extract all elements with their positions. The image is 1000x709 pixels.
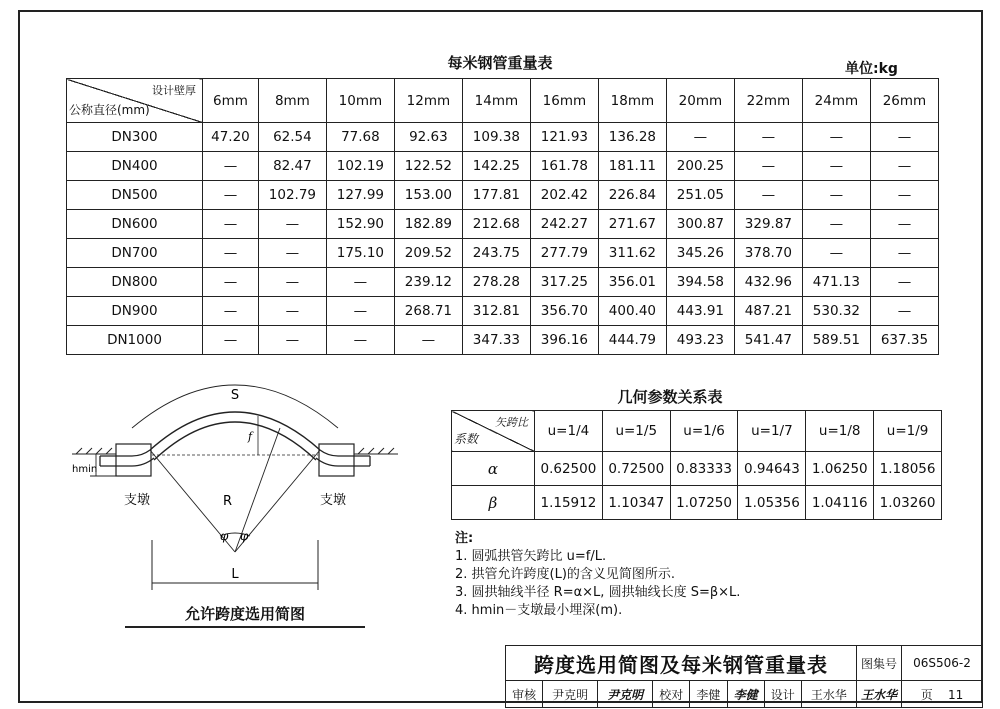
table-cell: 432.96 bbox=[734, 268, 802, 297]
table-cell: 102.19 bbox=[326, 152, 394, 181]
corner-wall-thickness-label: 设计壁厚 bbox=[152, 84, 196, 97]
table-cell: 243.75 bbox=[462, 239, 530, 268]
title-block-row-bottom bbox=[506, 681, 983, 708]
table-cell: — bbox=[258, 268, 326, 297]
table-cell: 329.87 bbox=[734, 210, 802, 239]
geometry-table-col-header: u=1/8 bbox=[806, 411, 874, 452]
table-row bbox=[67, 326, 939, 355]
label-l: L bbox=[231, 567, 239, 582]
weight-table-title: 每米钢管重量表 bbox=[447, 54, 553, 72]
note-item: 3. 圆拱轴线半径 R=α×L, 圆拱轴线长度 S=β×L. bbox=[455, 585, 741, 600]
table-cell: 251.05 bbox=[666, 181, 734, 210]
geometry-table-col-header: u=1/6 bbox=[670, 411, 738, 452]
table-cell: 182.89 bbox=[394, 210, 462, 239]
weight-table-col-header: 24mm bbox=[802, 79, 870, 123]
row-label: DN300 bbox=[67, 123, 203, 152]
table-cell: — bbox=[734, 152, 802, 181]
table-cell: 493.23 bbox=[666, 326, 734, 355]
table-cell: — bbox=[258, 210, 326, 239]
table-cell: — bbox=[203, 297, 259, 326]
page-number bbox=[902, 681, 983, 708]
note-item: 2. 拱管允许跨度(L)的含义见简图所示. bbox=[455, 567, 676, 582]
geometry-table-col-header: u=1/9 bbox=[874, 411, 942, 452]
weight-table-col-header: 18mm bbox=[598, 79, 666, 123]
label-s: S bbox=[230, 388, 240, 403]
table-cell: — bbox=[326, 268, 394, 297]
label-phi-left: φ bbox=[220, 529, 229, 543]
table-cell: 1.04116 bbox=[806, 486, 874, 520]
check-label: 校对 bbox=[653, 681, 690, 708]
table-cell: 177.81 bbox=[462, 181, 530, 210]
table-cell: 202.42 bbox=[530, 181, 598, 210]
table-cell: — bbox=[734, 181, 802, 210]
table-row bbox=[452, 452, 942, 486]
table-cell: 47.20 bbox=[203, 123, 259, 152]
weight-table-col-header: 8mm bbox=[258, 79, 326, 123]
weight-table bbox=[66, 78, 939, 355]
table-cell: — bbox=[870, 210, 938, 239]
ground-line-right bbox=[352, 448, 398, 454]
table-cell: 378.70 bbox=[734, 239, 802, 268]
table-cell: 471.13 bbox=[802, 268, 870, 297]
label-f: f bbox=[248, 430, 253, 443]
table-cell: 311.62 bbox=[598, 239, 666, 268]
table-cell: — bbox=[802, 210, 870, 239]
table-cell: 142.25 bbox=[462, 152, 530, 181]
table-cell: 400.40 bbox=[598, 297, 666, 326]
table-cell: 175.10 bbox=[326, 239, 394, 268]
table-cell: 356.01 bbox=[598, 268, 666, 297]
table-cell: — bbox=[203, 268, 259, 297]
table-cell: 487.21 bbox=[734, 297, 802, 326]
table-cell: — bbox=[203, 181, 259, 210]
table-cell: — bbox=[203, 210, 259, 239]
table-cell: 268.71 bbox=[394, 297, 462, 326]
table-cell: — bbox=[870, 297, 938, 326]
table-cell: — bbox=[326, 297, 394, 326]
weight-table-col-header: 22mm bbox=[734, 79, 802, 123]
table-cell: 161.78 bbox=[530, 152, 598, 181]
weight-table-col-header: 20mm bbox=[666, 79, 734, 123]
row-label: DN800 bbox=[67, 268, 203, 297]
designer-signature: 王水华 bbox=[857, 681, 902, 708]
table-cell: 443.91 bbox=[666, 297, 734, 326]
table-cell: — bbox=[394, 326, 462, 355]
table-cell: — bbox=[802, 239, 870, 268]
weight-table-col-header: 6mm bbox=[203, 79, 259, 123]
reviewer-name: 尹克明 bbox=[543, 681, 598, 708]
table-cell: 0.94643 bbox=[738, 452, 806, 486]
weight-table-col-header: 10mm bbox=[326, 79, 394, 123]
table-cell: — bbox=[870, 239, 938, 268]
atlas-label: 图集号 bbox=[857, 646, 902, 681]
table-cell: — bbox=[734, 123, 802, 152]
weight-table-col-header: 14mm bbox=[462, 79, 530, 123]
table-cell: — bbox=[802, 152, 870, 181]
geometry-table-col-header: u=1/4 bbox=[535, 411, 603, 452]
drawing-title: 跨度选用简图及每米钢管重量表 bbox=[506, 646, 857, 681]
title-block-row-top bbox=[506, 646, 983, 681]
page-value: 11 bbox=[948, 687, 964, 702]
table-cell: — bbox=[802, 181, 870, 210]
table-cell: 200.25 bbox=[666, 152, 734, 181]
row-label: β bbox=[452, 486, 535, 520]
notes-heading: 注: bbox=[455, 531, 474, 546]
table-cell: 396.16 bbox=[530, 326, 598, 355]
table-cell: — bbox=[203, 326, 259, 355]
design-label: 设计 bbox=[764, 681, 801, 708]
table-cell: 109.38 bbox=[462, 123, 530, 152]
table-cell: 122.52 bbox=[394, 152, 462, 181]
table-cell: 0.62500 bbox=[535, 452, 603, 486]
table-cell: 1.10347 bbox=[602, 486, 670, 520]
table-cell: 1.05356 bbox=[738, 486, 806, 520]
table-cell: 152.90 bbox=[326, 210, 394, 239]
weight-table-col-header: 12mm bbox=[394, 79, 462, 123]
table-row bbox=[67, 181, 939, 210]
table-row bbox=[452, 486, 942, 520]
table-cell: 127.99 bbox=[326, 181, 394, 210]
table-row bbox=[67, 123, 939, 152]
title-block bbox=[505, 645, 983, 708]
review-label: 审核 bbox=[506, 681, 543, 708]
table-cell: 541.47 bbox=[734, 326, 802, 355]
geometry-table-col-header: u=1/5 bbox=[602, 411, 670, 452]
table-cell: — bbox=[326, 326, 394, 355]
table-cell: 345.26 bbox=[666, 239, 734, 268]
table-cell: 317.25 bbox=[530, 268, 598, 297]
designer-name: 王水华 bbox=[801, 681, 856, 708]
table-cell: — bbox=[870, 268, 938, 297]
geometry-table-title: 几何参数关系表 bbox=[617, 388, 723, 406]
geometry-table-col-header: u=1/7 bbox=[738, 411, 806, 452]
table-cell: 121.93 bbox=[530, 123, 598, 152]
table-cell: 1.03260 bbox=[874, 486, 942, 520]
table-cell: 242.27 bbox=[530, 210, 598, 239]
row-label: α bbox=[452, 452, 535, 486]
table-cell: 444.79 bbox=[598, 326, 666, 355]
table-cell: 356.70 bbox=[530, 297, 598, 326]
table-cell: — bbox=[258, 297, 326, 326]
notes bbox=[455, 530, 740, 620]
table-cell: 77.68 bbox=[326, 123, 394, 152]
table-cell: 312.81 bbox=[462, 297, 530, 326]
table-cell: 1.15912 bbox=[535, 486, 603, 520]
table-row bbox=[67, 297, 939, 326]
corner-rise-span-ratio-label: 矢跨比 bbox=[495, 416, 528, 429]
table-cell: 394.58 bbox=[666, 268, 734, 297]
row-label: DN700 bbox=[67, 239, 203, 268]
table-cell: 181.11 bbox=[598, 152, 666, 181]
table-cell: — bbox=[203, 152, 259, 181]
row-label: DN900 bbox=[67, 297, 203, 326]
table-cell: — bbox=[802, 123, 870, 152]
support-block-left bbox=[116, 444, 151, 476]
table-row bbox=[67, 268, 939, 297]
table-cell: — bbox=[666, 123, 734, 152]
table-cell: 209.52 bbox=[394, 239, 462, 268]
page-label: 页 bbox=[920, 687, 933, 702]
table-cell: 92.63 bbox=[394, 123, 462, 152]
row-label: DN500 bbox=[67, 181, 203, 210]
geometry-table-header bbox=[452, 411, 942, 452]
support-block-right bbox=[319, 444, 354, 476]
reviewer-signature: 尹克明 bbox=[598, 681, 653, 708]
note-item: 1. 圆弧拱管矢跨比 u=f/L. bbox=[455, 549, 607, 564]
table-cell: 278.28 bbox=[462, 268, 530, 297]
checker-signature: 李健 bbox=[727, 681, 764, 708]
corner-nominal-diameter-label: 公称直径(mm) bbox=[69, 103, 150, 117]
atlas-number: 06S506-2 bbox=[902, 646, 983, 681]
weight-table-col-header: 26mm bbox=[870, 79, 938, 123]
checker-name: 李健 bbox=[690, 681, 727, 708]
table-cell: — bbox=[870, 181, 938, 210]
table-row bbox=[67, 152, 939, 181]
table-cell: 271.67 bbox=[598, 210, 666, 239]
table-cell: 82.47 bbox=[258, 152, 326, 181]
geometry-table-corner bbox=[452, 411, 535, 452]
weight-table-corner bbox=[67, 79, 203, 123]
table-cell: 277.79 bbox=[530, 239, 598, 268]
geometry-table bbox=[451, 410, 942, 520]
corner-coefficient-label: 系数 bbox=[454, 432, 479, 446]
label-support-left: 支墩 bbox=[124, 493, 151, 508]
label-r: R bbox=[223, 494, 233, 509]
table-cell: 347.33 bbox=[462, 326, 530, 355]
span-diagram bbox=[70, 380, 400, 595]
table-cell: 300.87 bbox=[666, 210, 734, 239]
table-cell: 136.28 bbox=[598, 123, 666, 152]
note-item: 4. hmin－支墩最小埋深(m). bbox=[455, 603, 623, 618]
label-hmin: hmin bbox=[72, 464, 98, 475]
row-label: DN600 bbox=[67, 210, 203, 239]
table-cell: 226.84 bbox=[598, 181, 666, 210]
table-cell: 1.06250 bbox=[806, 452, 874, 486]
weight-table-col-header: 16mm bbox=[530, 79, 598, 123]
table-cell: 1.07250 bbox=[670, 486, 738, 520]
table-cell: — bbox=[258, 326, 326, 355]
row-label: DN1000 bbox=[67, 326, 203, 355]
diagram-caption: 允许跨度选用简图 bbox=[125, 603, 365, 628]
row-label: DN400 bbox=[67, 152, 203, 181]
ground-line-left bbox=[72, 448, 118, 454]
table-row bbox=[67, 239, 939, 268]
table-cell: 530.32 bbox=[802, 297, 870, 326]
label-phi-right: φ bbox=[240, 529, 249, 543]
table-cell: 0.83333 bbox=[670, 452, 738, 486]
table-cell: 102.79 bbox=[258, 181, 326, 210]
table-cell: 153.00 bbox=[394, 181, 462, 210]
table-cell: 212.68 bbox=[462, 210, 530, 239]
span-dimension bbox=[152, 540, 318, 590]
radius-lines bbox=[150, 428, 320, 552]
weight-table-header bbox=[67, 79, 939, 123]
table-row bbox=[67, 210, 939, 239]
table-cell: 239.12 bbox=[394, 268, 462, 297]
table-cell: — bbox=[870, 152, 938, 181]
table-cell: 1.18056 bbox=[874, 452, 942, 486]
table-cell: 62.54 bbox=[258, 123, 326, 152]
table-cell: — bbox=[203, 239, 259, 268]
table-cell: 0.72500 bbox=[602, 452, 670, 486]
table-cell: — bbox=[870, 123, 938, 152]
table-cell: — bbox=[258, 239, 326, 268]
table-cell: 589.51 bbox=[802, 326, 870, 355]
label-support-right: 支墩 bbox=[320, 493, 347, 508]
arch-pipe bbox=[150, 412, 320, 460]
table-cell: 637.35 bbox=[870, 326, 938, 355]
weight-table-unit: 单位:kg bbox=[845, 61, 898, 77]
